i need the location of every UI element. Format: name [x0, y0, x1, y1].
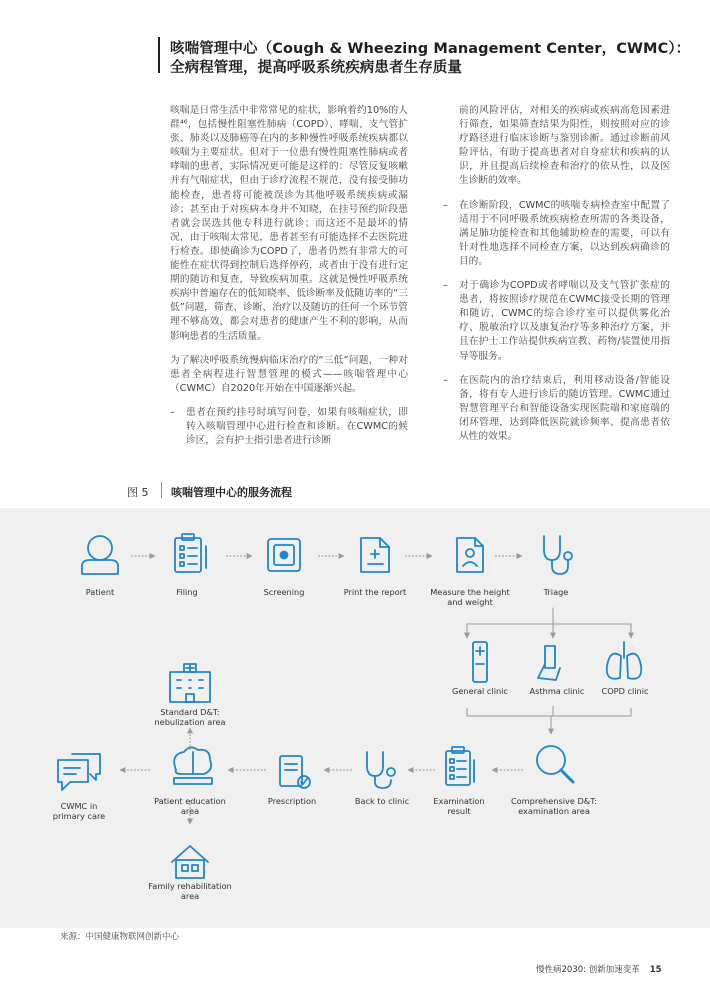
prescription-icon [280, 756, 310, 788]
copd-lungs-icon [607, 642, 641, 679]
bullet-1-continued [443, 104, 670, 189]
patient-icon [82, 536, 118, 574]
print-report-label: Print the report [343, 587, 407, 597]
bullet-1 [170, 406, 408, 448]
dash-marker: – [443, 374, 448, 386]
left-column [170, 104, 408, 458]
cwmc-primary-care-label: CWMC in primary care [52, 801, 106, 821]
patient-education-label: Patient education area [154, 796, 226, 816]
bullet-4 [443, 374, 670, 444]
dash-marker: – [170, 406, 175, 418]
filing-label: Filing [176, 587, 198, 597]
page-title-line-1: 咳喘管理中心（Cough & Wheezing Management Center，CWMC）： [170, 41, 691, 57]
figure-title: 咳喘管理中心的服务流程 [171, 486, 292, 499]
standard-dt-label: Standard D&T: nebulization area [154, 707, 226, 727]
measure-label: Measure the height and weight [430, 587, 510, 607]
screening-label: Screening [263, 587, 305, 597]
report-document-icon [361, 538, 389, 572]
figure-divider [161, 482, 162, 498]
copd-clinic-label: COPD clinic [601, 686, 649, 696]
general-clinic-icon [473, 642, 487, 682]
bullet-3-text: 对于确诊为COPD或者哮喘以及支气管扩张症的患者，将按照诊疗规范在CWMC接受长期的管理和随访，CWMC的综合诊疗室可以提供雾化治疗、脱敏治疗以及康复治疗等多种治疗方案，并且在护士工作站提供疾病宣教、药物/装置使用指导等服务。 [459, 280, 670, 362]
family-house-icon [172, 846, 208, 878]
back-to-clinic-stethoscope-icon [367, 752, 395, 788]
source-note: 来源：中国健康物联网创新中心 [60, 932, 180, 942]
paragraph-2: 为了解决呼吸系统慢病临床治疗的“三低”问题，一种对患者全病程进行智慧管理的模式——咳喘管理中心（CWMC）自2020年开始在中国逐渐兴起。 [170, 354, 408, 394]
figure-label: 图 5 [127, 486, 149, 499]
paragraph-1: 咳喘是日常生活中非常常见的症状，影响着约10%的人群⁴⁶，包括慢性阻塞性肺病（COPD）、哮喘、支气管扩张、肺炎以及肺癌等在内的多种慢性呼吸系统疾病都以咳喘为主要症状。但对于一位患有慢性阻塞性肺病或者哮喘的患者，实际情况更可能是这样的：尽管反复咳嗽并有气喘症状，但由于诊疗流程不规范，没有接受肺功能检查，患者将可能被误诊为其他呼吸系统疾病或漏诊；甚至由于对疾病本身并不知晓，在挂号预约阶段患者就会误选其他专科进行就诊；而这还不是最坏的情况，由于咳喘太常见，患者甚至有可能选择不去医院进行检查。即使确诊为COPD了，患者仍然有非常大的可能性在症状得到控制后选择停药，或者由于没有进行定期的随访和复查，导致疾病加重。这就是慢性呼吸系统疾病中普遍存在的低知晓率、低诊断率及低随访率的“三低”问题，筛查、诊断、治疗以及随访的任何一个环节管理不够高效，都会对患者的健康产生不利的影响，从而影响患者的生活质量。 [170, 105, 408, 342]
triage-stethoscope-icon [544, 536, 572, 574]
patient-education-brain-icon [174, 747, 212, 784]
bullet-2 [443, 199, 670, 269]
dash-marker: – [443, 199, 448, 211]
bullet-3 [443, 279, 670, 364]
filing-clipboard-icon [175, 534, 206, 572]
family-rehabilitation-label: Family rehabilitation area [148, 881, 232, 901]
triage-label: Triage [543, 587, 569, 597]
flow-svg [0, 508, 710, 928]
page-number: 15 [649, 965, 662, 975]
comprehensive-dt-label: Comprehensive D&T: examination area [510, 796, 598, 816]
service-flow-diagram [0, 508, 710, 928]
patient-label: Patient [85, 587, 115, 597]
hospital-building-icon [170, 664, 210, 702]
general-clinic-label: General clinic [452, 686, 508, 696]
examination-result-clipboard-icon [446, 747, 474, 785]
bullet-1-text: 患者在预约挂号时填写问卷，如果有咳喘症状，即转入咳喘管理中心进行检查和诊断。在CWMC的候诊区，会有护士指引患者进行诊断 [186, 406, 408, 447]
asthma-inhaler-icon [538, 646, 560, 680]
page-footer [536, 963, 662, 975]
bullet-1-continued-text: 前的风险评估，对相关的疾病或疾病高危因素进行筛查，如果筛查结果为阳性，则按照对应的诊疗路径进行临床诊断与鉴别诊断。通过诊断前风险评估，有助于提高患者对自身症状和疾病的认识，并且提高后续检查和治疗的依从性，以及医生诊断的效率。 [459, 105, 670, 187]
magnifier-icon [537, 746, 573, 782]
bullet-4-text: 在医院内的治疗结束后，利用移动设备/智能设备，将有专人进行诊后的随访管理。CWMC通过智慧管理平台和智能设备实现医院端和家庭端的闭环管理，达到降低医院就诊频率、提高患者依从性的效果。 [459, 374, 670, 442]
asthma-clinic-label: Asthma clinic [529, 686, 585, 696]
screening-device-icon [268, 539, 300, 571]
measure-id-card-icon [457, 538, 483, 572]
cwmc-chat-bubbles-icon [58, 754, 100, 790]
dash-marker: – [443, 280, 448, 292]
right-column [443, 104, 670, 454]
bullet-2-text: 在诊断阶段，CWMC的咳喘专病检查室中配置了适用于不同呼吸系统疾病检查所需的各类设备，满足肺功能检查和其他辅助检查的需要，可以有针对性地选择不同检查方案，以达到疾病确诊的目的。 [459, 199, 670, 267]
footer-publication: 慢性病2030: 创新加速变革 [536, 965, 640, 975]
prescription-label: Prescription [267, 796, 317, 806]
examination-result-label: Examination result [433, 796, 485, 816]
page-title-line-2: 全病程管理，提高呼吸系统疾病患者生存质量 [170, 60, 462, 76]
title-accent-bar [158, 37, 160, 73]
back-to-clinic-label: Back to clinic [354, 796, 410, 806]
